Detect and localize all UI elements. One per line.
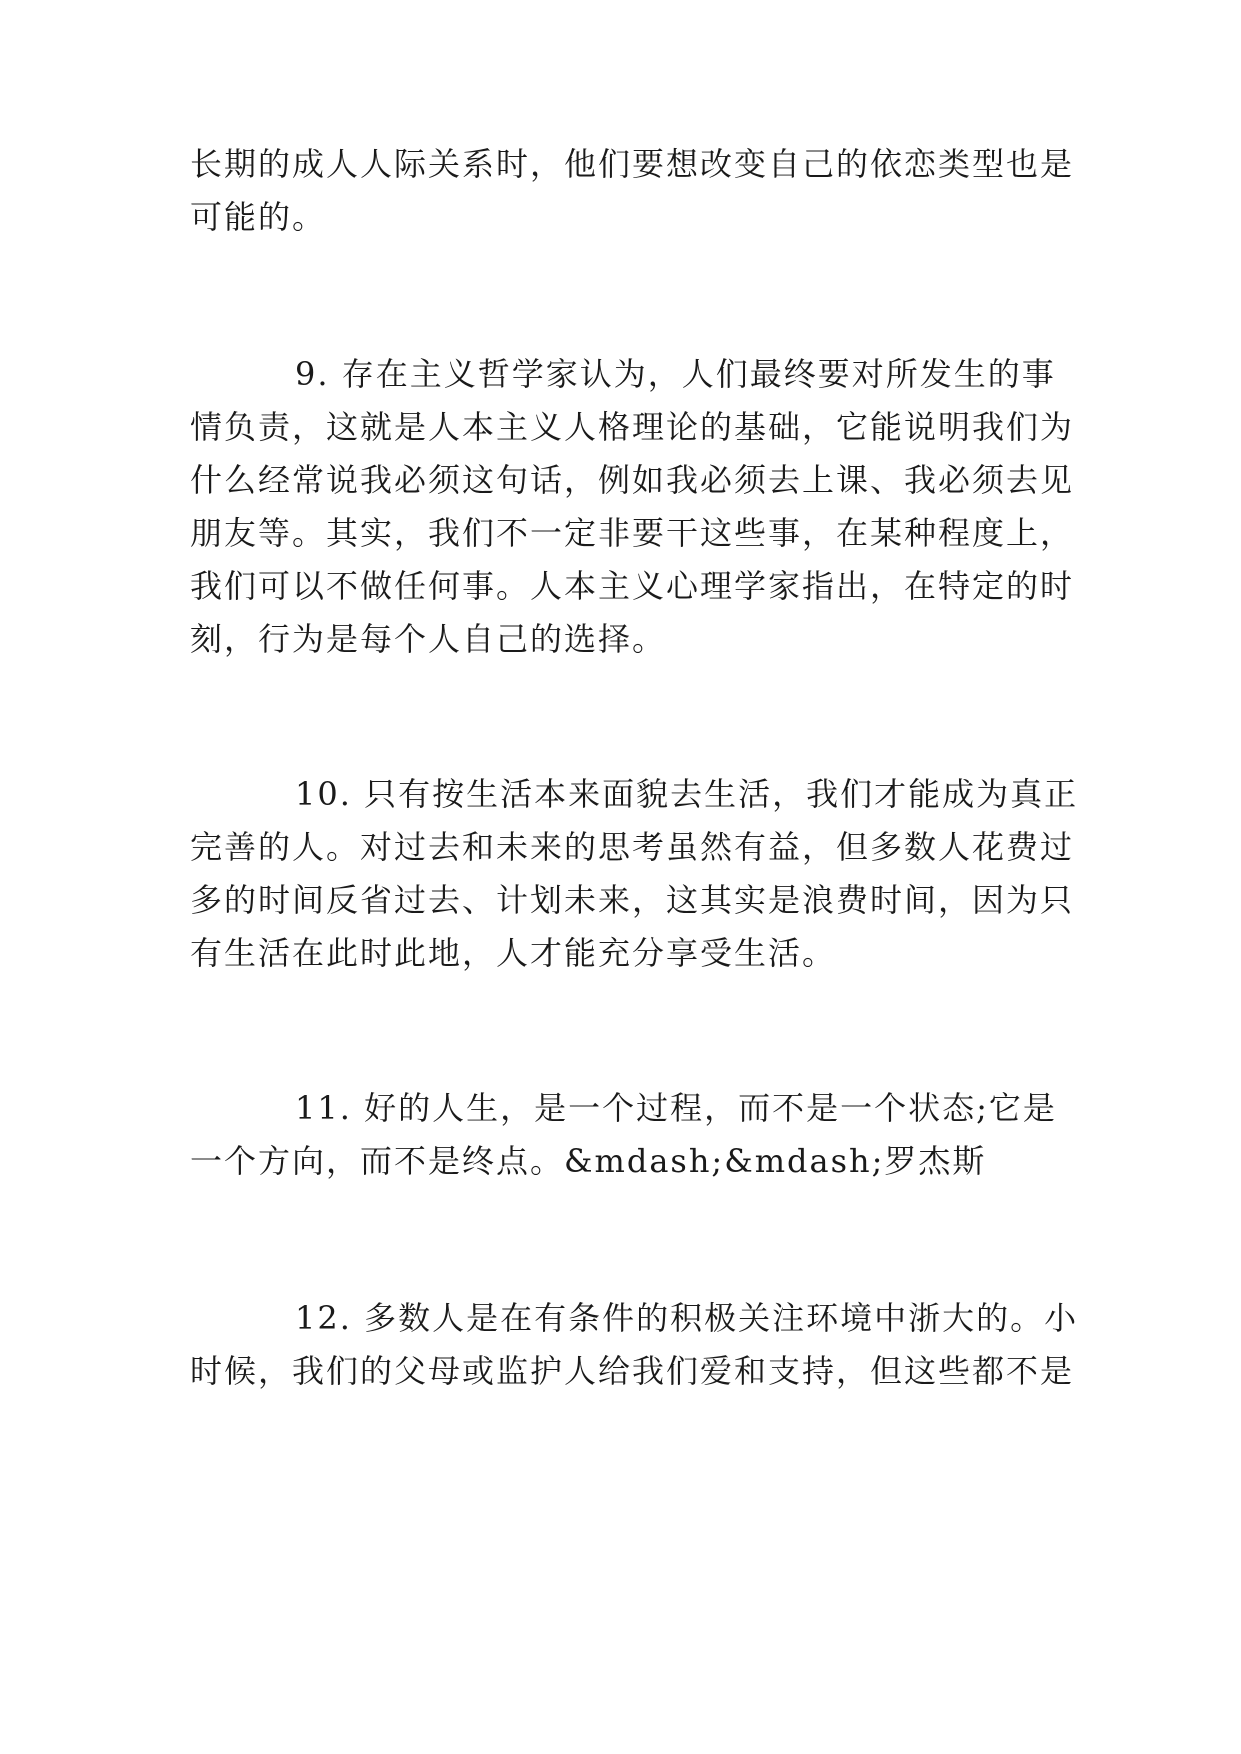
text-line: 刻，行为是每个人自己的选择。 (190, 620, 667, 658)
paragraph-continued (190, 138, 1075, 244)
text-line: 可能的。 (190, 198, 327, 236)
paragraph-9 (190, 348, 1075, 666)
text-line: 我们可以不做任何事。人本主义心理学家指出，在特定的时 (190, 567, 1075, 605)
text-line: 时候，我们的父母或监护人给我们爱和支持，但这些都不是 (190, 1352, 1075, 1390)
text-line: 11. 好的人生，是一个过程，而不是一个状态;它是 (295, 1089, 1057, 1127)
paragraph-11 (190, 1082, 1060, 1188)
text-line: 9. 存在主义哲学家认为，人们最终要对所发生的事 (295, 355, 1056, 393)
paragraph-12 (190, 1292, 1079, 1398)
text-line: 完善的人。对过去和未来的思考虽然有益，但多数人花费过 (190, 828, 1075, 866)
text-line: 什么经常说我必须这句话，例如我必须去上课、我必须去见 (190, 461, 1075, 499)
text-line: 有生活在此时此地，人才能充分享受生活。 (190, 934, 837, 972)
text-line: 朋友等。其实，我们不一定非要干这些事，在某种程度上， (190, 514, 1075, 552)
paragraph-10 (190, 768, 1079, 980)
text-line: 情负责，这就是人本主义人格理论的基础，它能说明我们为 (190, 408, 1075, 446)
text-line: 一个方向，而不是终点。&mdash;&mdash;罗杰斯 (190, 1142, 987, 1180)
text-line: 12. 多数人是在有条件的积极关注环境中浙大的。小 (295, 1299, 1079, 1337)
text-line: 长期的成人人际关系时，他们要想改变自己的依恋类型也是 (190, 145, 1075, 183)
text-line: 多的时间反省过去、计划未来，这其实是浪费时间，因为只 (190, 881, 1075, 919)
text-line: 10. 只有按生活本来面貌去生活，我们才能成为真正 (295, 775, 1079, 813)
